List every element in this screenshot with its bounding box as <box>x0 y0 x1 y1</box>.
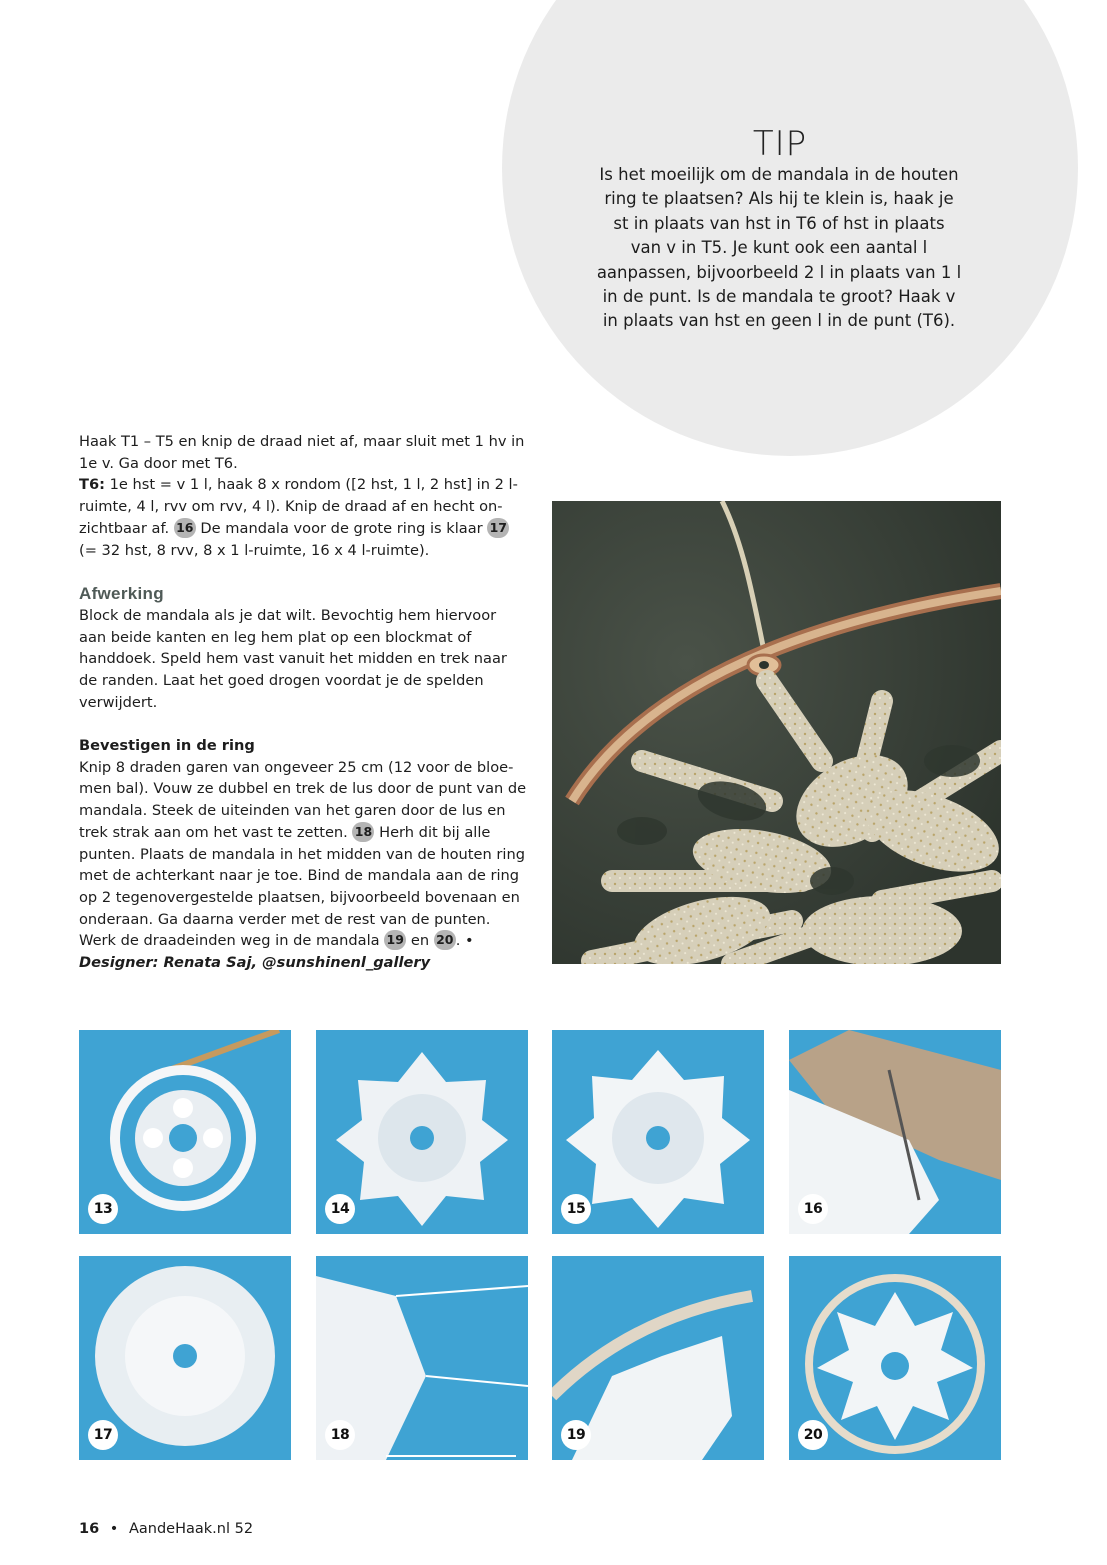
bevestigen-text-2: Herh dit bij alle punten. Plaats de mandala in het midden van de houten ring met de achterkant naar je toe. Bind de mandala aan de ring op 2 tegenovergestelde plaatsen, bijvoorbeeld bovenaan en onderaan. Ga daarna verder met de rest van de punten. Werk de draadeinden weg in de mandala <box>79 823 525 950</box>
step-photo-15 <box>552 1030 764 1234</box>
step-photo-14 <box>316 1030 528 1234</box>
designer-credit: Designer: Renata Saj, @sunshinenl_gallery <box>79 954 431 972</box>
afwerking-section <box>79 583 527 714</box>
end-text: . • <box>455 932 474 950</box>
step-photo-13 <box>79 1030 291 1234</box>
step-badge-18: 18 <box>325 1420 355 1450</box>
mandala-ring-photo <box>552 501 1001 964</box>
step-ref-17: 17 <box>487 518 509 538</box>
step-badge-14: 14 <box>325 1194 355 1224</box>
step-badge-20: 20 <box>798 1420 828 1450</box>
step-photo-16 <box>789 1030 1001 1234</box>
step-badge-17: 17 <box>88 1420 118 1450</box>
step-badge-13: 13 <box>88 1194 118 1224</box>
tip-title: TIP <box>752 124 808 164</box>
step-badge-19: 19 <box>561 1420 591 1450</box>
step-badge-15: 15 <box>561 1194 591 1224</box>
and-text: en <box>406 932 434 950</box>
step-photo-18 <box>316 1256 528 1460</box>
step-ref-19: 19 <box>384 930 406 950</box>
step-ref-20: 20 <box>434 930 456 950</box>
tip-text: Is het moeilijk om de mandala in de houten ring te plaatsen? Als hij te klein is, haak je st in plaats van hst in T6 of hst in plaats van v in T5. Je kunt ook een aantal l aanpassen, bijvoorbeeld 2 l in plaats van 1 l in de punt. Is de mandala te groot? Haak v in plaats van hst en geen l in de punt (T6). <box>596 165 962 331</box>
t6-text: 1e hst = v 1 l, haak 8 x rondom ([2 hst, 1 l, 2 hst] in 2 l-ruimte, 4 l, rvv om rvv, 4 l). Knip de draad af en hecht onzichtbaar af. <box>79 476 518 537</box>
bevestigen-heading: Bevestigen in de ring <box>79 737 255 754</box>
magazine-name: AandeHaak.nl 52 <box>128 1521 254 1537</box>
bevestigen-section <box>79 735 527 974</box>
t6-text-2: De mandala voor de grote ring is klaar <box>195 519 488 537</box>
step-photo-17 <box>79 1256 291 1460</box>
step-ref-18: 18 <box>352 822 374 842</box>
step-badge-16: 16 <box>798 1194 828 1224</box>
page-footer <box>79 1521 253 1537</box>
intro-line: Haak T1 – T5 en knip de draad niet af, maar sluit met 1 hv in 1e v. Ga door met T6. <box>79 433 525 472</box>
bevestigen-text-1: Knip 8 draden garen van ongeveer 25 cm (12 voor de bloemen bal). Vouw ze dubbel en trek de lus door de punt van de mandala. Steek de uiteinden van het garen door de lus en trek strak aan om het vast te zetten. <box>79 758 527 841</box>
bevestigen-text <box>79 757 527 952</box>
afwerking-text: Block de mandala als je dat wilt. Bevochtig hem hiervoor aan beide kanten en leg hem plat op een blockmat of handdoek. Speld hem vast vanuit het midden en trek naar de randen. Laat het goed drogen voordat je de spelden verwijdert. <box>79 607 507 711</box>
intro-paragraph <box>79 431 527 561</box>
step-photo-19 <box>552 1256 764 1460</box>
footer-bullet: • <box>109 1521 119 1537</box>
step-photo-20 <box>789 1256 1001 1460</box>
t6-label: T6: <box>79 476 105 494</box>
step-ref-16: 16 <box>174 518 196 538</box>
page-number: 16 <box>79 1521 100 1537</box>
afwerking-heading: Afwerking <box>79 584 164 603</box>
t6-text-3: (= 32 hst, 8 rvv, 8 x 1 l-ruimte, 16 x 4 l-ruimte). <box>79 541 430 559</box>
